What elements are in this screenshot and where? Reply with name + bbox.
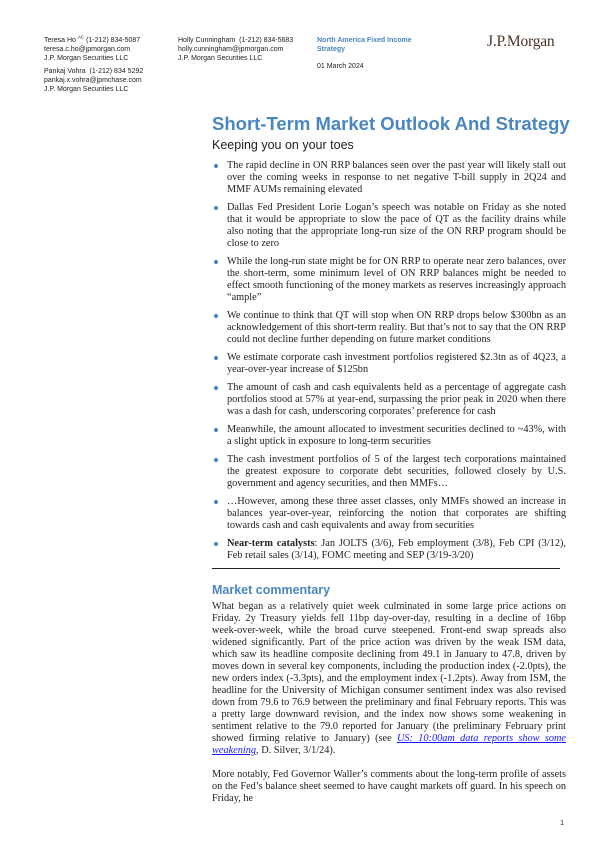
section-heading: Market commentary bbox=[212, 583, 331, 597]
bullet-icon bbox=[214, 458, 218, 462]
bullet-item bbox=[212, 256, 566, 304]
author-name: Teresa Ho bbox=[44, 37, 76, 44]
catalysts-text: : Jan JOLTS (3/6), Feb employment (3/8), Feb CPI (3/12), Feb retail sales (3/14), FOMC meeting and SEP (3/19-3/20) bbox=[227, 538, 566, 561]
author-block-cunningham bbox=[178, 36, 293, 63]
bullet-text: Meanwhile, the amount allocated to investment securities declined to ~43%, with a slight uptick in exposure to long-term securities bbox=[227, 424, 566, 447]
page-number: 1 bbox=[560, 820, 564, 827]
report-link[interactable]: US: 10:00am data reports show some weakening bbox=[212, 733, 566, 756]
author-name: Holly Cunningham bbox=[178, 37, 236, 44]
bullet-icon bbox=[214, 356, 218, 360]
bullet-icon bbox=[214, 164, 218, 168]
bullet-item bbox=[212, 382, 566, 418]
commentary-paragraph-2: More notably, Fed Governor Waller’s comments about the long-term profile of assets on the Fed’s balance sheet seemed to have caught markets off guard. In his speech on Friday, he bbox=[212, 769, 566, 804]
author-block-ho bbox=[44, 36, 140, 63]
report-date: 01 March 2024 bbox=[317, 63, 364, 70]
catalysts-label: Near-term catalysts bbox=[227, 538, 315, 549]
bullet-item bbox=[212, 454, 566, 490]
paragraph-text: , D. Silver, 3/1/24). bbox=[256, 745, 336, 756]
bullet-icon bbox=[214, 386, 218, 390]
commentary-paragraph-1 bbox=[212, 601, 566, 757]
paragraph-text: What began as a relatively quiet week culminated in some large price actions on Friday. 2y Treasury yields fell 11bp day-over-day, resulting in a decline of 16bp week-over-week, while the broad curve steepened. Front-end swap spreads also widened significantly. Part of the price action was driven by the weak ISM data, which saw its headline composite declining from 49.1 in January to 47.8, driven by moves down in several key components, including the production index (-2.0pts), the new orders index (-3.3pts), and the employment index (-1.2pts). Away from ISM, the headline for the University of Michigan consumer sentiment index was also revised down from 79.6 to 76.9 between the preliminary and final February reports. This was a pretty large downward revision, and the index now shows some weakening in sentiment relative to the 79.0 reported for January (the preliminary February print showed firming relative to January) (see bbox=[212, 601, 566, 744]
author-firm: J.P. Morgan Securities LLC bbox=[44, 86, 129, 93]
bullet-item-catalysts bbox=[212, 538, 566, 562]
bullet-icon bbox=[214, 206, 218, 210]
bullet-item bbox=[212, 496, 566, 532]
bullet-text: The cash investment portfolios of 5 of the largest tech corporations maintained the greatest exposure to corporate debt securities, followed closely by U.S. government and agency securities, and then MMFs… bbox=[227, 454, 566, 489]
page-subtitle: Keeping you on your toes bbox=[212, 138, 354, 152]
bullet-text: We estimate corporate cash investment portfolios registered $2.3tn as of 4Q23, a year-over-year increase of $125bn bbox=[227, 352, 566, 375]
summary-bullets bbox=[212, 160, 566, 562]
author-phone: (1-212) 834-5683 bbox=[239, 37, 294, 44]
jpmorgan-logo: J.P.Morgan bbox=[487, 33, 555, 50]
author-name: Pankaj Vohra bbox=[44, 68, 86, 75]
bullet-item bbox=[212, 202, 566, 250]
division-block bbox=[317, 36, 437, 71]
author-firm: J.P. Morgan Securities LLC bbox=[44, 55, 129, 62]
bullet-text: The amount of cash and cash equivalents held as a percentage of aggregate cash portfolios stood at 57% at year-end, surpassing the prior peak in 2020 when there was a dash for cash, underscoring corporates’ preference for cash bbox=[227, 382, 566, 417]
author-block-vohra bbox=[44, 67, 143, 94]
bullet-text: The rapid decline in ON RRP balances seen over the past year will likely stall out over the coming weeks in response to net negative T-bill supply in 2Q24 and MMF AUMs remaining elevated bbox=[227, 160, 566, 195]
section-divider bbox=[212, 568, 560, 569]
bullet-icon bbox=[214, 542, 218, 546]
author-email[interactable]: holly.cunningham@jpmorgan.com bbox=[178, 46, 284, 53]
bullet-item bbox=[212, 352, 566, 376]
bullet-text: We continue to think that QT will stop when ON RRP drops below $300bn as an acknowledgement of this short-term reality. But that’s not to say that the ON RRP could not decline further depending on future market conditions bbox=[227, 310, 566, 345]
bullet-icon bbox=[214, 500, 218, 504]
bullet-text: While the long-run state might be for ON RRP to operate near zero balances, over the short-term, some minimum level of ON RRP balances might be needed to effect smooth functioning of the money markets as reserves increasingly approach “ample” bbox=[227, 256, 566, 303]
bullet-icon bbox=[214, 260, 218, 264]
bullet-item bbox=[212, 424, 566, 448]
author-email[interactable]: teresa.c.ho@jpmorgan.com bbox=[44, 46, 131, 53]
bullet-icon bbox=[214, 428, 218, 432]
page-title: Short-Term Market Outlook And Strategy bbox=[212, 113, 570, 134]
division-name: North America Fixed Income Strategy bbox=[317, 37, 412, 53]
bullet-icon bbox=[214, 314, 218, 318]
author-sup: AC bbox=[77, 34, 85, 40]
author-firm: J.P. Morgan Securities LLC bbox=[178, 55, 263, 62]
author-phone: (1-212) 834-5087 bbox=[86, 37, 141, 44]
bullet-text: …However, among these three asset classes, only MMFs showed an increase in balances year-over-year, reinforcing the notion that corporates are shifting towards cash and cash equivalents and away from securities bbox=[227, 496, 566, 531]
main-column bbox=[212, 113, 570, 848]
bullet-text: Dallas Fed President Lorie Logan’s speech was notable on Friday as she noted that it would be appropriate to slow the pace of QT as the facility drains while also noting that the appropriate long-run size of the ON RRP program should be close to zero bbox=[227, 202, 566, 249]
author-phone: (1-212) 834 5292 bbox=[89, 68, 144, 75]
author-email[interactable]: pankaj.x.vohra@jpmchase.com bbox=[44, 77, 142, 84]
bullet-item bbox=[212, 160, 566, 196]
bullet-item bbox=[212, 310, 566, 346]
